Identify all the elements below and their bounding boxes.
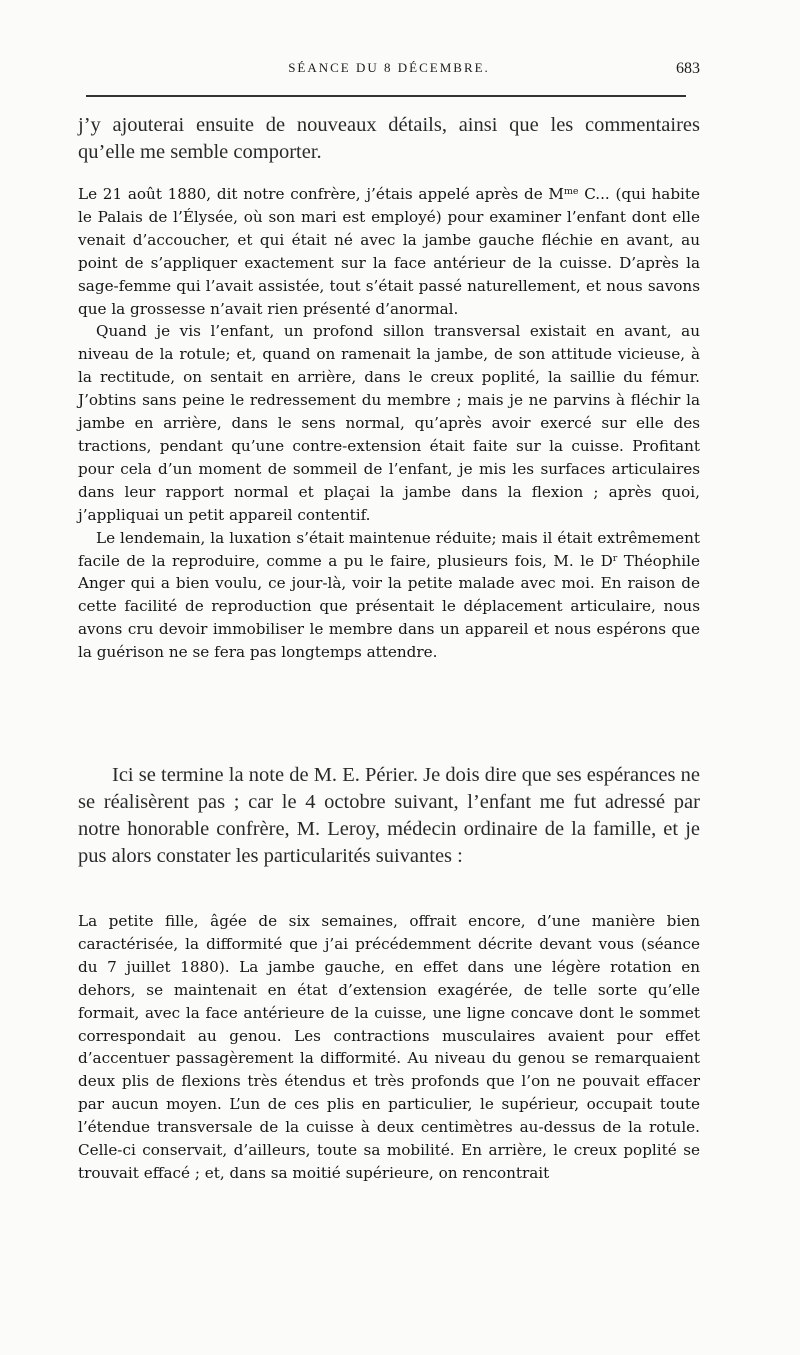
report-paragraph-1 bbox=[78, 183, 700, 320]
report-p3-text-a: Le lendemain, la luxation s’était maintenue réduite; mais il était extrêmement facile de la reproduire, comme a pu le faire, plusieurs fois, M. le D bbox=[78, 528, 700, 570]
observation-paragraph bbox=[78, 910, 700, 1185]
intro-text: j’y ajouterai ensuite de nouveaux détails, ainsi que les commentaires qu’elle me semble comporter. bbox=[78, 114, 700, 163]
quoted-report bbox=[78, 183, 700, 664]
report-p3-superscript: r bbox=[612, 552, 618, 564]
report-paragraph-2 bbox=[78, 320, 700, 526]
running-title: SÉANCE DU 8 DÉCEMBRE. bbox=[288, 60, 490, 75]
conclusion-text: Ici se termine la note de M. E. Périer. Je dois dire que ses espérances ne se réalisèrent pas ; car le 4 octobre suivant, l’enfant me fut adressé par notre honorable confrère, M. Leroy, médecin ordinaire de la famille, et je pus alors constater les particularités suivantes : bbox=[78, 764, 700, 867]
observation-text: La petite fille, âgée de six semaines, offrait encore, d’une manière bien caractérisée, la difformité que j’ai précédemment décrite devant vous (séance du 7 juillet 1880). La jambe gauche, en effet dans une légère rotation en dehors, se maintenait en état d’extension exagérée, de telle sorte qu’elle formait, avec la face antérieure de la cuisse, une ligne concave dont le sommet correspondait au genou. Les contractions musculaires avaient pour effet d’accentuer passagèrement la difformité. Au niveau du genou se remarquaient deux plis de flexions très étendus et très profonds que l’on ne pouvait effacer par aucun moyen. L’un de ces plis en particulier, le supérieur, occupait toute l’étendue transversale de la cuisse à deux centimètres au-dessus de la rotule. Celle-ci conservait, d’ailleurs, toute sa mobilité. En arrière, le creux poplité se trouvait effacé ; et, dans sa moitié supérieure, on rencontrait bbox=[78, 912, 700, 1182]
running-header bbox=[78, 60, 700, 82]
report-p1-text-a: Le 21 août 1880, dit notre confrère, j’étais appelé après de M bbox=[78, 185, 564, 203]
page-number: 683 bbox=[676, 60, 700, 77]
report-p3-text-b: Théophile Anger qui a bien voulu, ce jour-là, voir la petite malade avec moi. En raison de cette facilité de reproduction que présentait le déplacement articulaire, nous avons cru devoir immobiliser le membre dans un appareil et nous espérons que la guérison ne se fera pas longtemps attendre. bbox=[78, 551, 700, 662]
intro-paragraph bbox=[78, 112, 700, 166]
header-rule bbox=[86, 95, 686, 97]
report-p2-text: Quand je vis l’enfant, un profond sillon transversal existait en avant, au niveau de la rotule; et, quand on ramenait la jambe, de son attitude vicieuse, à la rectitude, on sentait en arrière, dans le creux poplité, la saillie du fémur. J’obtins sans peine le redressement du membre ; mais je ne parvins à fléchir la jambe en arrière, dans le sens normal, qu’après avoir exercé sur elle des tractions, pendant qu’une contre-extension était faite sur la cuisse. Profitant pour cela d’un moment de sommeil de l’enfant, je mis les surfaces articulaires dans leur rapport normal et plaçai la jambe dans la flexion ; après quoi, j’appliquai un petit appareil contentif. bbox=[78, 322, 700, 524]
conclusion-paragraph bbox=[78, 762, 700, 870]
report-p1-text-b: C... (qui habite le Palais de l’Élysée, où son mari est employé) pour examiner l’enfant dont elle venait d’accoucher, et qui était né avec la jambe gauche fléchie en avant, au point de s’appliquer exactement sur la face antérieur de la cuisse. D’après la sage-femme qui l’avait assistée, tout s’était passé naturellement, et nous savons que la grossesse n’avait rien présenté d’anormal. bbox=[78, 185, 700, 318]
report-paragraph-3 bbox=[78, 527, 700, 664]
report-p1-superscript: me bbox=[563, 185, 579, 197]
